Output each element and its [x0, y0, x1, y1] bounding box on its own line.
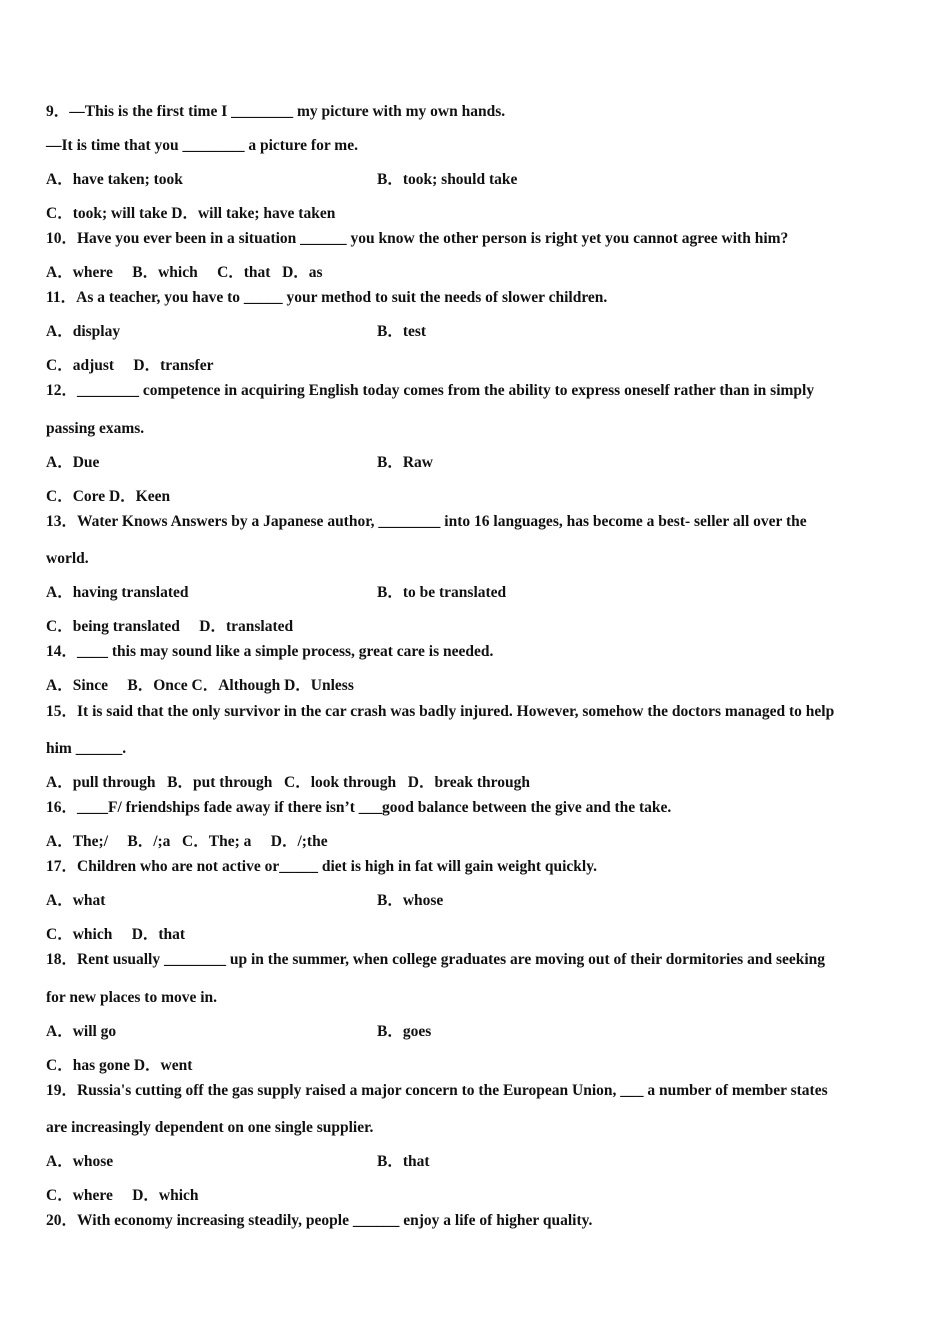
question-11-option-b[interactable]: B．test — [377, 323, 427, 340]
question-18-option-a[interactable]: A．will go — [46, 1023, 117, 1040]
question-11-stem: 11．As a teacher, you have to _____ your method to suit the needs of slower children. — [46, 289, 608, 306]
question-11-option-a[interactable]: A．display — [46, 323, 121, 340]
question-16-stem: 16．____F/ friendships fade away if there isn’t ___good balance between the give and the take. — [46, 799, 672, 816]
question-9-options-cd[interactable]: C．took; will take D．will take; have taken — [46, 205, 336, 222]
question-10-stem: 10．Have you ever been in a situation ______ you know the other person is right yet you cannot agree with him? — [46, 230, 789, 247]
question-19-stem: 19．Russia's cutting off the gas supply raised a major concern to the European Union, ___ a number of member states — [46, 1082, 828, 1099]
question-12-options-cd[interactable]: C．Core D．Keen — [46, 488, 171, 505]
question-19-option-b[interactable]: B．that — [377, 1153, 430, 1170]
question-18-stem-cont: for new places to move in. — [46, 989, 218, 1006]
question-12-stem-cont: passing exams. — [46, 420, 145, 437]
question-19-option-a[interactable]: A．whose — [46, 1153, 114, 1170]
question-13-options-cd[interactable]: C．being translated D．translated — [46, 618, 294, 635]
question-15-stem-cont: him ______. — [46, 740, 127, 757]
question-17-option-a[interactable]: A．what — [46, 892, 106, 909]
question-13-option-a[interactable]: A．having translated — [46, 584, 189, 601]
question-14-stem: 14．____ this may sound like a simple process, great care is needed. — [46, 643, 494, 660]
question-19-options-cd[interactable]: C．where D．which — [46, 1187, 199, 1204]
question-18-options-cd[interactable]: C．has gone D．went — [46, 1057, 193, 1074]
question-17-stem: 17．Children who are not active or_____ diet is high in fat will gain weight quickly. — [46, 858, 598, 875]
question-16-options[interactable]: A．The;/ B．/;a C．The; a D．/;the — [46, 833, 328, 850]
question-18-option-b[interactable]: B．goes — [377, 1023, 432, 1040]
question-10-options[interactable]: A．where B．which C．that D．as — [46, 264, 323, 281]
question-17-options-cd[interactable]: C．which D．that — [46, 926, 186, 943]
question-15-options[interactable]: A．pull through B．put through C．look through D．break through — [46, 774, 530, 791]
question-15-stem: 15．It is said that the only survivor in the car crash was badly injured. However, somehow the doctors managed to help — [46, 703, 835, 720]
question-18-stem: 18．Rent usually ________ up in the summer, when college graduates are moving out of their dormitories and seeking — [46, 951, 826, 968]
question-9-option-a[interactable]: A．have taken; took — [46, 171, 183, 188]
question-12-stem: 12．________ competence in acquiring English today comes from the ability to express oneself rather than in simply — [46, 382, 815, 399]
question-14-options[interactable]: A．Since B．Once C．Although D．Unless — [46, 677, 354, 694]
question-12-option-a[interactable]: A．Due — [46, 454, 100, 471]
question-17-option-b[interactable]: B．whose — [377, 892, 444, 909]
question-13-option-b[interactable]: B．to be translated — [377, 584, 507, 601]
question-13-stem-cont: world. — [46, 550, 89, 567]
question-12-option-b[interactable]: B．Raw — [377, 454, 433, 471]
question-20-stem: 20．With economy increasing steadily, people ______ enjoy a life of higher quality. — [46, 1212, 593, 1229]
question-19-stem-cont: are increasingly dependent on one single supplier. — [46, 1119, 374, 1136]
question-9-stem-cont: —It is time that you ________ a picture for me. — [46, 137, 358, 154]
question-9-stem: 9．—This is the first time I ________ my picture with my own hands. — [46, 103, 506, 120]
question-9-option-b[interactable]: B．took; should take — [377, 171, 518, 188]
question-11-options-cd[interactable]: C．adjust D．transfer — [46, 357, 214, 374]
question-13-stem: 13．Water Knows Answers by a Japanese author, ________ into 16 languages, has become a best- seller all over the — [46, 513, 807, 530]
